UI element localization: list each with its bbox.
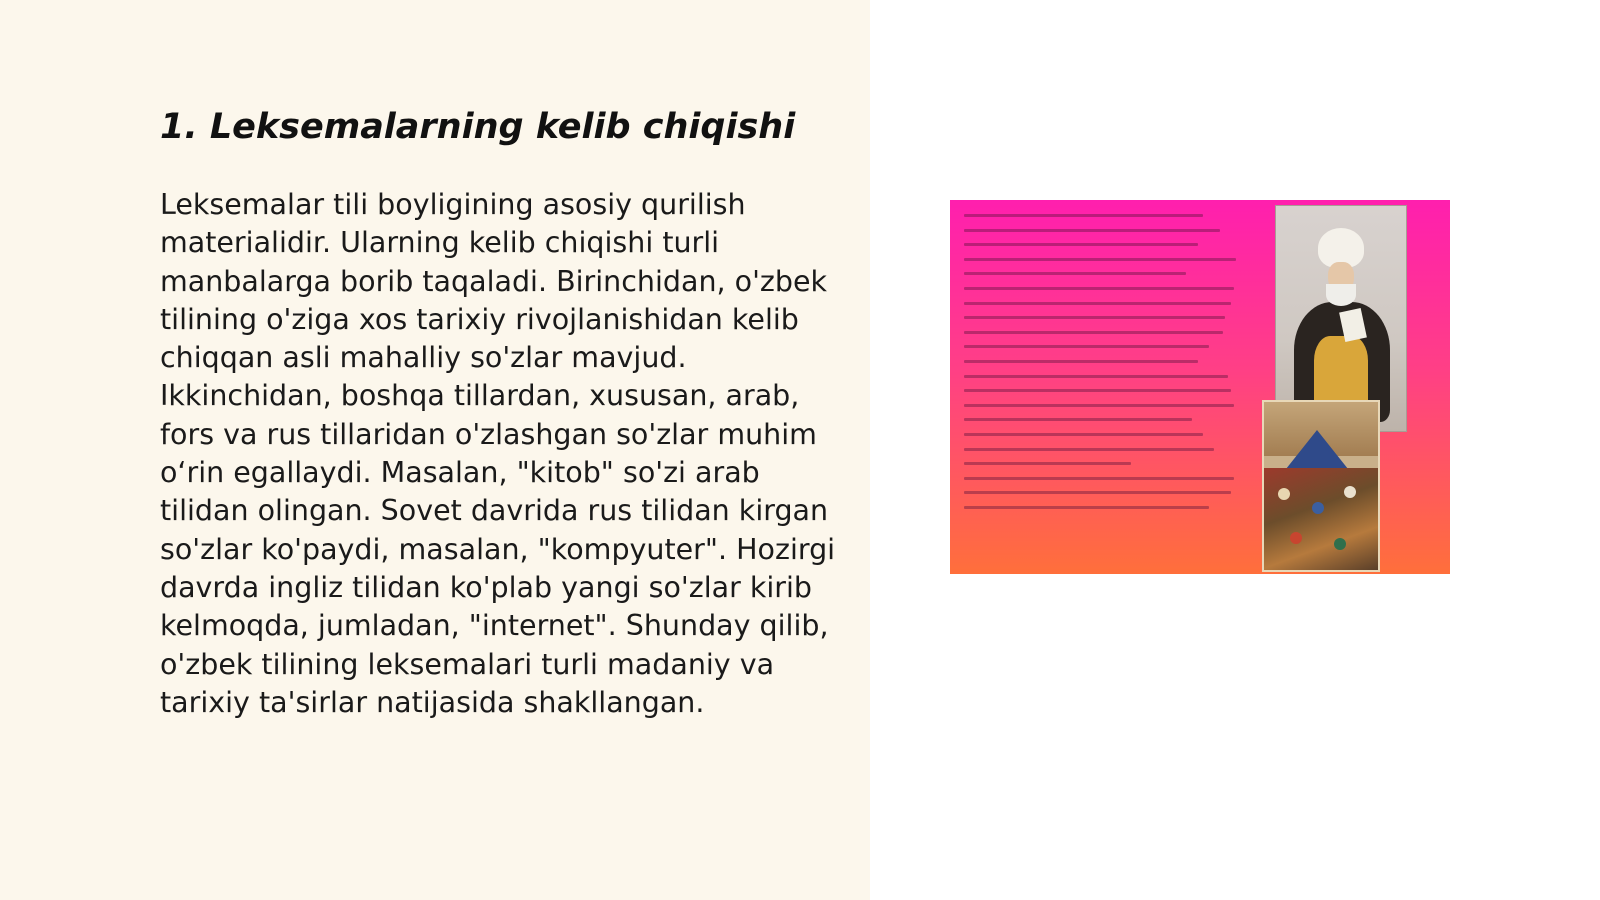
slide-title: 1. Leksemalarning kelib chiqishi [160,107,796,147]
scholar-portrait-image [1275,205,1407,432]
slide-body-text: Leksemalar tili boyligining asosiy qurilish materialidir. Ularning kelib chiqishi turli manbalarga borib taqaladi. Birinchidan, o'zbek tilining o'ziga xos tarixiy rivojlanishidan kelib chiqqan asli mahalliy so'zlar mavjud. Ikkinchidan, boshqa tillardan, xususan, arab, fors va rus tillaridan o'zlashgan so'zlar muhim o‘rin egallaydi. Masalan, "kitob" so'zi arab tilidan olingan. Sovet davrida rus tilidan kirgan so'zlar ko'paydi, masalan, "kompyuter". Hozirgi davrda ingliz tilidan ko'plab yangi so'zlar kirib kelmoqda, jumladan, "internet". Shunday qilib, o'zbek tilining leksemalari turli madaniy va tarixiy ta'sirlar natijasida shakllangan. [160,188,836,719]
miniature-painting-image [1262,400,1380,572]
illustration-image [950,200,1450,574]
illegible-text-block [964,214,1242,520]
